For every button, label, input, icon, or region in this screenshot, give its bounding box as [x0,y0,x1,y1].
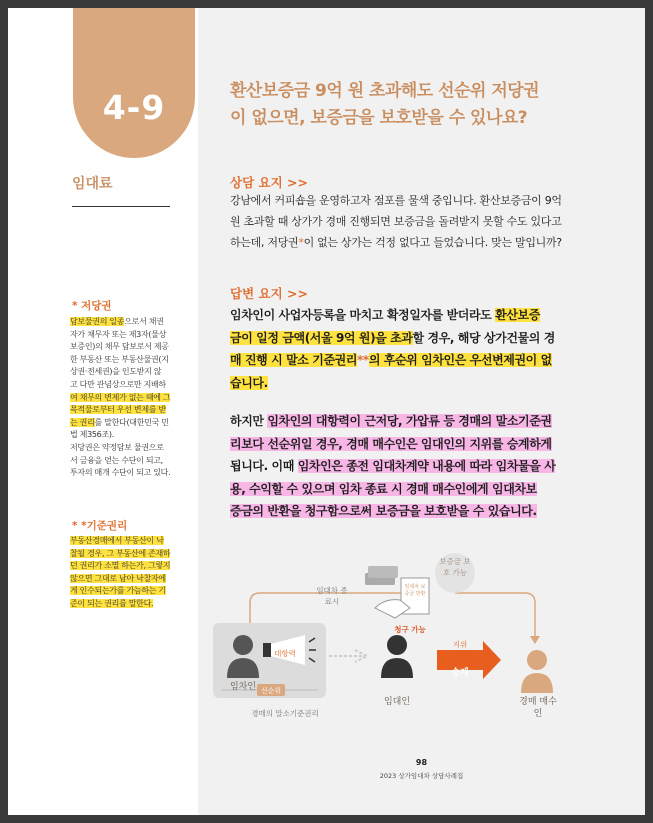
term1-definition: 담보물권의 일종으로서 채권 자가 채무자 또는 제3자(물상 보증인)의 채무 담보로서 제공 한 부동산 또는 부동산물권(지 상권·전세권)을 인도받지 않 고 다만 관념상으로만 지배하 여 채무의 변제가 없는 때에 그 목적물로부터 우선 변제를 받 는 권리를 말한다(대한민국 민 법 제356조). 저당권은 약정담보 물권으로 서 금융을 얻는 수단이 되고, 투자의 매개 수단이 되고 있다. [70,317,171,478]
landlord-head [387,635,407,655]
page-number: 98 [415,758,428,767]
opposition-label: 대항력 [274,649,296,658]
page-title: 환산보증금 9억 원 초과해도 선순위 저당권 이 없으면, 보증금을 보호받을 수 있나요? [230,81,540,128]
lease-end-label: 임대차 종료시 [316,586,348,606]
tenant-head [233,635,253,655]
term1-heading: * 저당권 [72,300,112,312]
term2-heading: * *기준권리 [72,520,128,532]
cancel-basis-label: 경매의 말소기준권리 [251,709,319,718]
dotted-arrow [329,650,367,662]
landlord-body [381,658,413,678]
book-title: 2023 상가임대차 상담사례집 [379,772,464,780]
succession-label: 승계 [451,668,469,678]
consult-body: 강남에서 커피숍을 운영하고자 점포를 물색 중입니다. 환산보증금이 9억 원 초과할 때 상가가 경매 진행되면 보증금을 돌려받지 못할 수도 있다고 하는데, 저당권*이 없는 상가는 걱정 없다고 들었습니다. 맞는 말입니까? [230,194,562,249]
document-text: 임대차 보증금 반환 [404,584,426,597]
tenant-label: 임차인 [229,682,257,692]
category-divider [72,206,170,207]
senior-label: 선순위 [260,687,282,695]
claim-label: 청구 가능 [394,625,426,634]
flow-arrow-head [530,636,540,644]
answer-heading: 답변 요지 >> [230,286,308,301]
answer-paragraph-1: 임차인이 사업자등록을 마치고 확정일자를 받더라도 환산보증 금이 일정 금액(서울 9억 원)을 초과할 경우, 해당 상가건물의 경 매 진행 시 말소 기준권리**의 후순위 임차인은 우선변제권이 없 습니다. [230,308,555,390]
deposit-bubble-label: 보증금 보호 가능 [439,557,471,577]
category-label: 임대료 [72,176,113,192]
consult-heading: 상담 요지 >> [230,175,308,190]
buyer-body [521,673,553,693]
chapter-tab [73,8,195,158]
buyer-head [527,650,547,670]
status-label: 지위 [452,640,468,649]
term2-definition: 부동산경매에서 부동산이 낙 찰될 경우, 그 부동산에 존재하 던 권리가 소멸 하는가, 그렇지 않으면 그대로 남아 낙찰자에 게 인수되는가를 가늠하는 기 준이 되는 권리를 말한다. [70,536,171,608]
document-page [8,8,645,815]
chapter-number: 4-9 [102,88,166,127]
buyer-label: 경매 매수인 [519,697,557,719]
landlord-label: 임대인 [383,697,411,707]
answer-paragraph-2: 하지만 임차인의 대항력이 근저당, 가압류 등 경매의 말소기준권 리보다 선순위일 경우, 경매 매수인은 임대인의 지위를 승계하게 됩니다. 이때 임차인은 종전 임대차계약 내용에 따라 임차물을 사 용, 수익할 수 있으며 임차 종료 시 경매 매수인에게 임대차보 증금의 반환을 청구함으로써 보증금을 보호받을 수 있습니다. [230,414,556,518]
